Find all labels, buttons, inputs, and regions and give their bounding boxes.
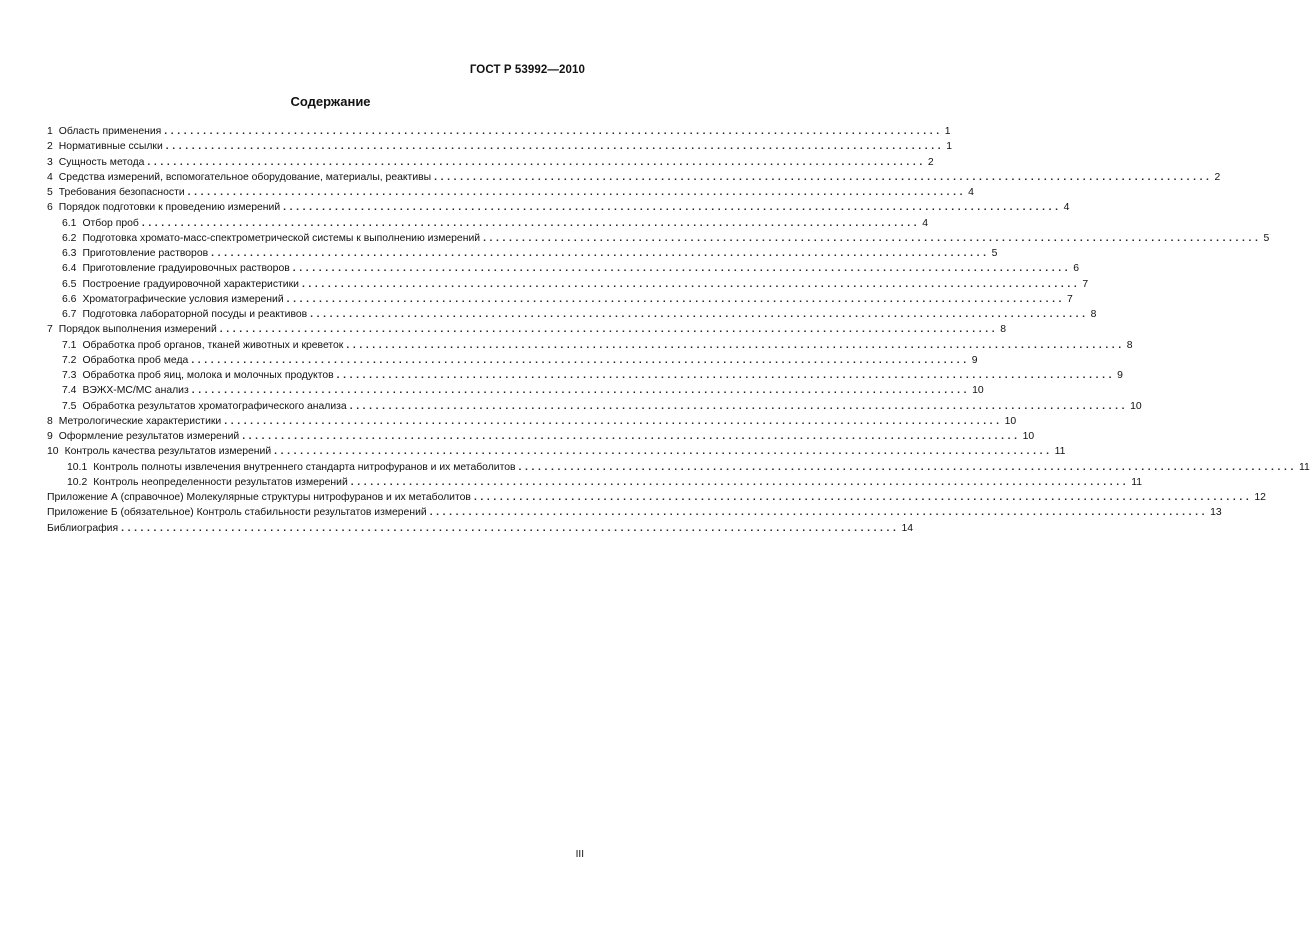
toc-entry-title: Обработка результатов хроматографического анализа xyxy=(82,400,347,412)
toc-entry[interactable] xyxy=(47,444,1066,459)
toc-entry-number: 10 xyxy=(47,446,59,458)
toc-entry-title: Построение градуировочной характеристики xyxy=(82,278,299,290)
toc-entry-number: 8 xyxy=(47,415,53,427)
toc-entry[interactable] xyxy=(47,353,978,368)
toc-dot-leader: ........................................................................................................................ xyxy=(429,507,1209,519)
toc-title: Содержание xyxy=(290,94,371,109)
toc-entry-title: Требования безопасности xyxy=(58,187,185,198)
toc-entry[interactable] xyxy=(47,383,984,398)
toc-entry-number: 7.4 xyxy=(62,385,77,397)
toc-entry-title: Контроль качества результатов измерений xyxy=(64,446,272,458)
toc-entry-title: Порядок подготовки к проведению измерений xyxy=(58,202,281,214)
toc-dot-leader: ........................................................................................................................ xyxy=(147,156,926,168)
toc-entry-title: Приготовление растворов xyxy=(82,248,209,259)
toc-dot-leader: ........................................................................................................................ xyxy=(242,431,1021,442)
toc-dot-leader: ........................................................................................................................ xyxy=(301,278,1081,290)
toc-entry[interactable] xyxy=(47,368,1123,383)
toc-entry[interactable] xyxy=(47,490,1266,505)
toc-entry[interactable] xyxy=(47,170,1221,185)
toc-entry-title: ВЭЖХ-МС/МС анализ xyxy=(82,385,189,397)
toc-dot-leader: ........................................................................................................................ xyxy=(141,217,921,229)
toc-entry[interactable] xyxy=(47,277,1089,292)
toc-entry-page: 2 xyxy=(1214,171,1221,183)
toc-entry-title: Библиография xyxy=(47,522,119,534)
toc-dot-leader: ........................................................................................................................ xyxy=(187,187,967,198)
toc-entry-number: 10.2 xyxy=(67,476,88,488)
toc-entry-number: 2 xyxy=(47,141,53,153)
toc-entry-page: 4 xyxy=(1063,202,1070,214)
toc-entry[interactable] xyxy=(47,322,1006,337)
toc-entry-page: 13 xyxy=(1210,507,1222,519)
toc-entry-title: Оформление результатов измерений xyxy=(58,431,240,442)
toc-dot-leader: ........................................................................................................................ xyxy=(191,385,971,397)
toc-entry[interactable] xyxy=(47,414,1017,429)
toc-entry-page: 11 xyxy=(1298,461,1310,473)
toc-dot-leader: ........................................................................................................................ xyxy=(121,522,900,534)
toc-entry-number: 6.2 xyxy=(62,232,77,244)
toc-dot-leader: ........................................................................................................................ xyxy=(346,339,1125,351)
toc-dot-leader: ........................................................................................................................ xyxy=(434,171,1213,183)
toc-entry[interactable] xyxy=(47,185,974,200)
toc-entry-page: 9 xyxy=(971,354,978,366)
toc-entry-number: 3 xyxy=(47,156,53,168)
toc-entry-number: 6.4 xyxy=(62,263,77,275)
toc-entry-number: 7 xyxy=(47,324,53,336)
toc-entry-number: 6.5 xyxy=(62,278,77,290)
toc-entry-number: 7.1 xyxy=(62,339,77,351)
toc-entry[interactable] xyxy=(47,261,1079,276)
toc-dot-leader: ........................................................................................................................ xyxy=(349,400,1129,412)
toc-dot-leader: ........................................................................................................................ xyxy=(310,309,1089,320)
toc-dot-leader: ........................................................................................................................ xyxy=(165,141,945,153)
toc-entry-title: Сущность метода xyxy=(58,156,145,168)
table-of-contents xyxy=(47,124,1310,536)
toc-dot-leader: ........................................................................................................................ xyxy=(211,248,990,259)
toc-entry-page: 10 xyxy=(1004,415,1017,427)
toc-entry-page: 1 xyxy=(946,141,952,153)
toc-dot-leader: ........................................................................................................................ xyxy=(164,126,943,137)
toc-entry-page: 14 xyxy=(901,522,914,534)
toc-dot-leader: ........................................................................................................................ xyxy=(286,293,1066,305)
toc-entry-title: Порядок выполнения измерений xyxy=(58,324,217,336)
toc-entry-page: 10 xyxy=(972,385,984,397)
toc-entry-title: Подготовка лабораторной посуды и реактивов xyxy=(82,309,308,320)
toc-entry[interactable] xyxy=(47,475,1142,490)
toc-entry[interactable] xyxy=(47,231,1270,246)
toc-entry-title: Обработка проб яиц, молока и молочных продуктов xyxy=(82,370,334,381)
toc-dot-leader: ........................................................................................................................ xyxy=(274,446,1053,458)
toc-entry-number: 7.5 xyxy=(62,400,77,412)
toc-entry-page: 1 xyxy=(944,126,951,137)
page-number: III xyxy=(575,849,584,860)
toc-entry-number: 6.7 xyxy=(62,309,77,320)
toc-entry-title: Контроль полноты извлечения внутреннего стандарта нитрофуранов и их метаболитов xyxy=(93,461,516,473)
toc-entry-page: 4 xyxy=(922,217,929,229)
toc-entry-number: 9 xyxy=(47,431,53,442)
toc-entry[interactable] xyxy=(47,521,914,536)
toc-entry-title: Контроль неопределенности результатов измерений xyxy=(93,476,348,488)
toc-dot-leader: ........................................................................................................................ xyxy=(191,354,970,366)
toc-entry-title: Обработка проб меда xyxy=(82,354,189,366)
toc-entry-page: 10 xyxy=(1022,431,1035,442)
toc-dot-leader: ........................................................................................................................ xyxy=(483,232,1262,244)
toc-entry-number: 6.6 xyxy=(62,293,77,305)
toc-entry-number: 5 xyxy=(47,187,53,198)
toc-entry-title: Приготовление градуировочных растворов xyxy=(82,263,290,275)
toc-entry-page: 10 xyxy=(1130,400,1142,412)
toc-entry[interactable] xyxy=(47,200,1070,215)
toc-dot-leader: ........................................................................................................................ xyxy=(224,415,1003,427)
toc-entry-title: Хроматографические условия измерений xyxy=(82,293,284,305)
toc-dot-leader: ........................................................................................................................ xyxy=(518,461,1297,473)
toc-entry-page: 9 xyxy=(1117,370,1123,381)
toc-entry-page: 7 xyxy=(1082,278,1089,290)
toc-entry-page: 11 xyxy=(1131,476,1142,488)
toc-entry-number: 4 xyxy=(47,171,53,183)
toc-entry-page: 8 xyxy=(1090,309,1097,320)
toc-entry-page: 12 xyxy=(1254,492,1266,503)
toc-dot-leader: ........................................................................................................................ xyxy=(473,492,1253,503)
toc-entry[interactable] xyxy=(47,216,929,231)
toc-entry-page: 4 xyxy=(968,187,974,198)
toc-entry-title: Приложение Б (обязательное) Контроль стабильности результатов измерений xyxy=(47,507,427,519)
toc-entry-page: 2 xyxy=(927,156,934,168)
toc-entry-page: 11 xyxy=(1054,446,1066,458)
toc-entry-title: Средства измерений, вспомогательное оборудование, материалы, реактивы xyxy=(58,171,432,183)
toc-entry-page: 7 xyxy=(1067,293,1073,305)
toc-entry[interactable] xyxy=(47,307,1097,322)
toc-entry-page: 6 xyxy=(1073,263,1079,275)
toc-entry[interactable] xyxy=(47,429,1035,444)
toc-dot-leader: ........................................................................................................................ xyxy=(219,324,999,336)
toc-entry[interactable] xyxy=(47,124,951,139)
toc-entry-page: 8 xyxy=(1126,339,1133,351)
toc-dot-leader: ........................................................................................................................ xyxy=(292,263,1072,275)
toc-entry-page: 5 xyxy=(1263,232,1270,244)
toc-entry-title: Обработка проб органов, тканей животных и креветок xyxy=(82,339,344,351)
toc-entry-number: 6 xyxy=(47,202,53,214)
toc-entry-number: 6.1 xyxy=(62,217,77,229)
toc-entry-title: Нормативные ссылки xyxy=(58,141,163,153)
toc-entry[interactable] xyxy=(47,460,1310,475)
toc-entry[interactable] xyxy=(47,338,1133,353)
toc-entry-page: 5 xyxy=(991,248,998,259)
toc-entry-number: 7.3 xyxy=(62,370,77,381)
toc-entry[interactable] xyxy=(47,399,1142,414)
toc-dot-leader: ........................................................................................................................ xyxy=(350,476,1130,488)
toc-entry-number: 10.1 xyxy=(67,461,88,473)
toc-entry-title: Отбор проб xyxy=(82,217,139,229)
toc-dot-leader: ........................................................................................................................ xyxy=(283,202,1062,214)
toc-entry-number: 1 xyxy=(47,126,53,137)
toc-entry[interactable] xyxy=(47,139,952,154)
toc-dot-leader: ........................................................................................................................ xyxy=(336,370,1116,381)
toc-entry[interactable] xyxy=(47,155,934,170)
toc-entry-page: 8 xyxy=(1000,324,1006,336)
toc-entry-title: Метрологические характеристики xyxy=(58,415,222,427)
toc-entry-title: Подготовка хромато-масс-спектрометрической системы к выполнению измерений xyxy=(82,232,481,244)
toc-entry-number: 7.2 xyxy=(62,354,77,366)
toc-entry-number: 6.3 xyxy=(62,248,77,259)
toc-entry[interactable] xyxy=(47,505,1222,520)
toc-entry-title: Приложение А (справочное) Молекулярные структуры нитрофуранов и их метаболитов xyxy=(47,492,471,503)
document-code: ГОСТ Р 53992—2010 xyxy=(469,64,585,76)
toc-entry[interactable] xyxy=(47,246,998,261)
toc-entry[interactable] xyxy=(47,292,1073,307)
toc-entry-title: Область применения xyxy=(58,126,162,137)
